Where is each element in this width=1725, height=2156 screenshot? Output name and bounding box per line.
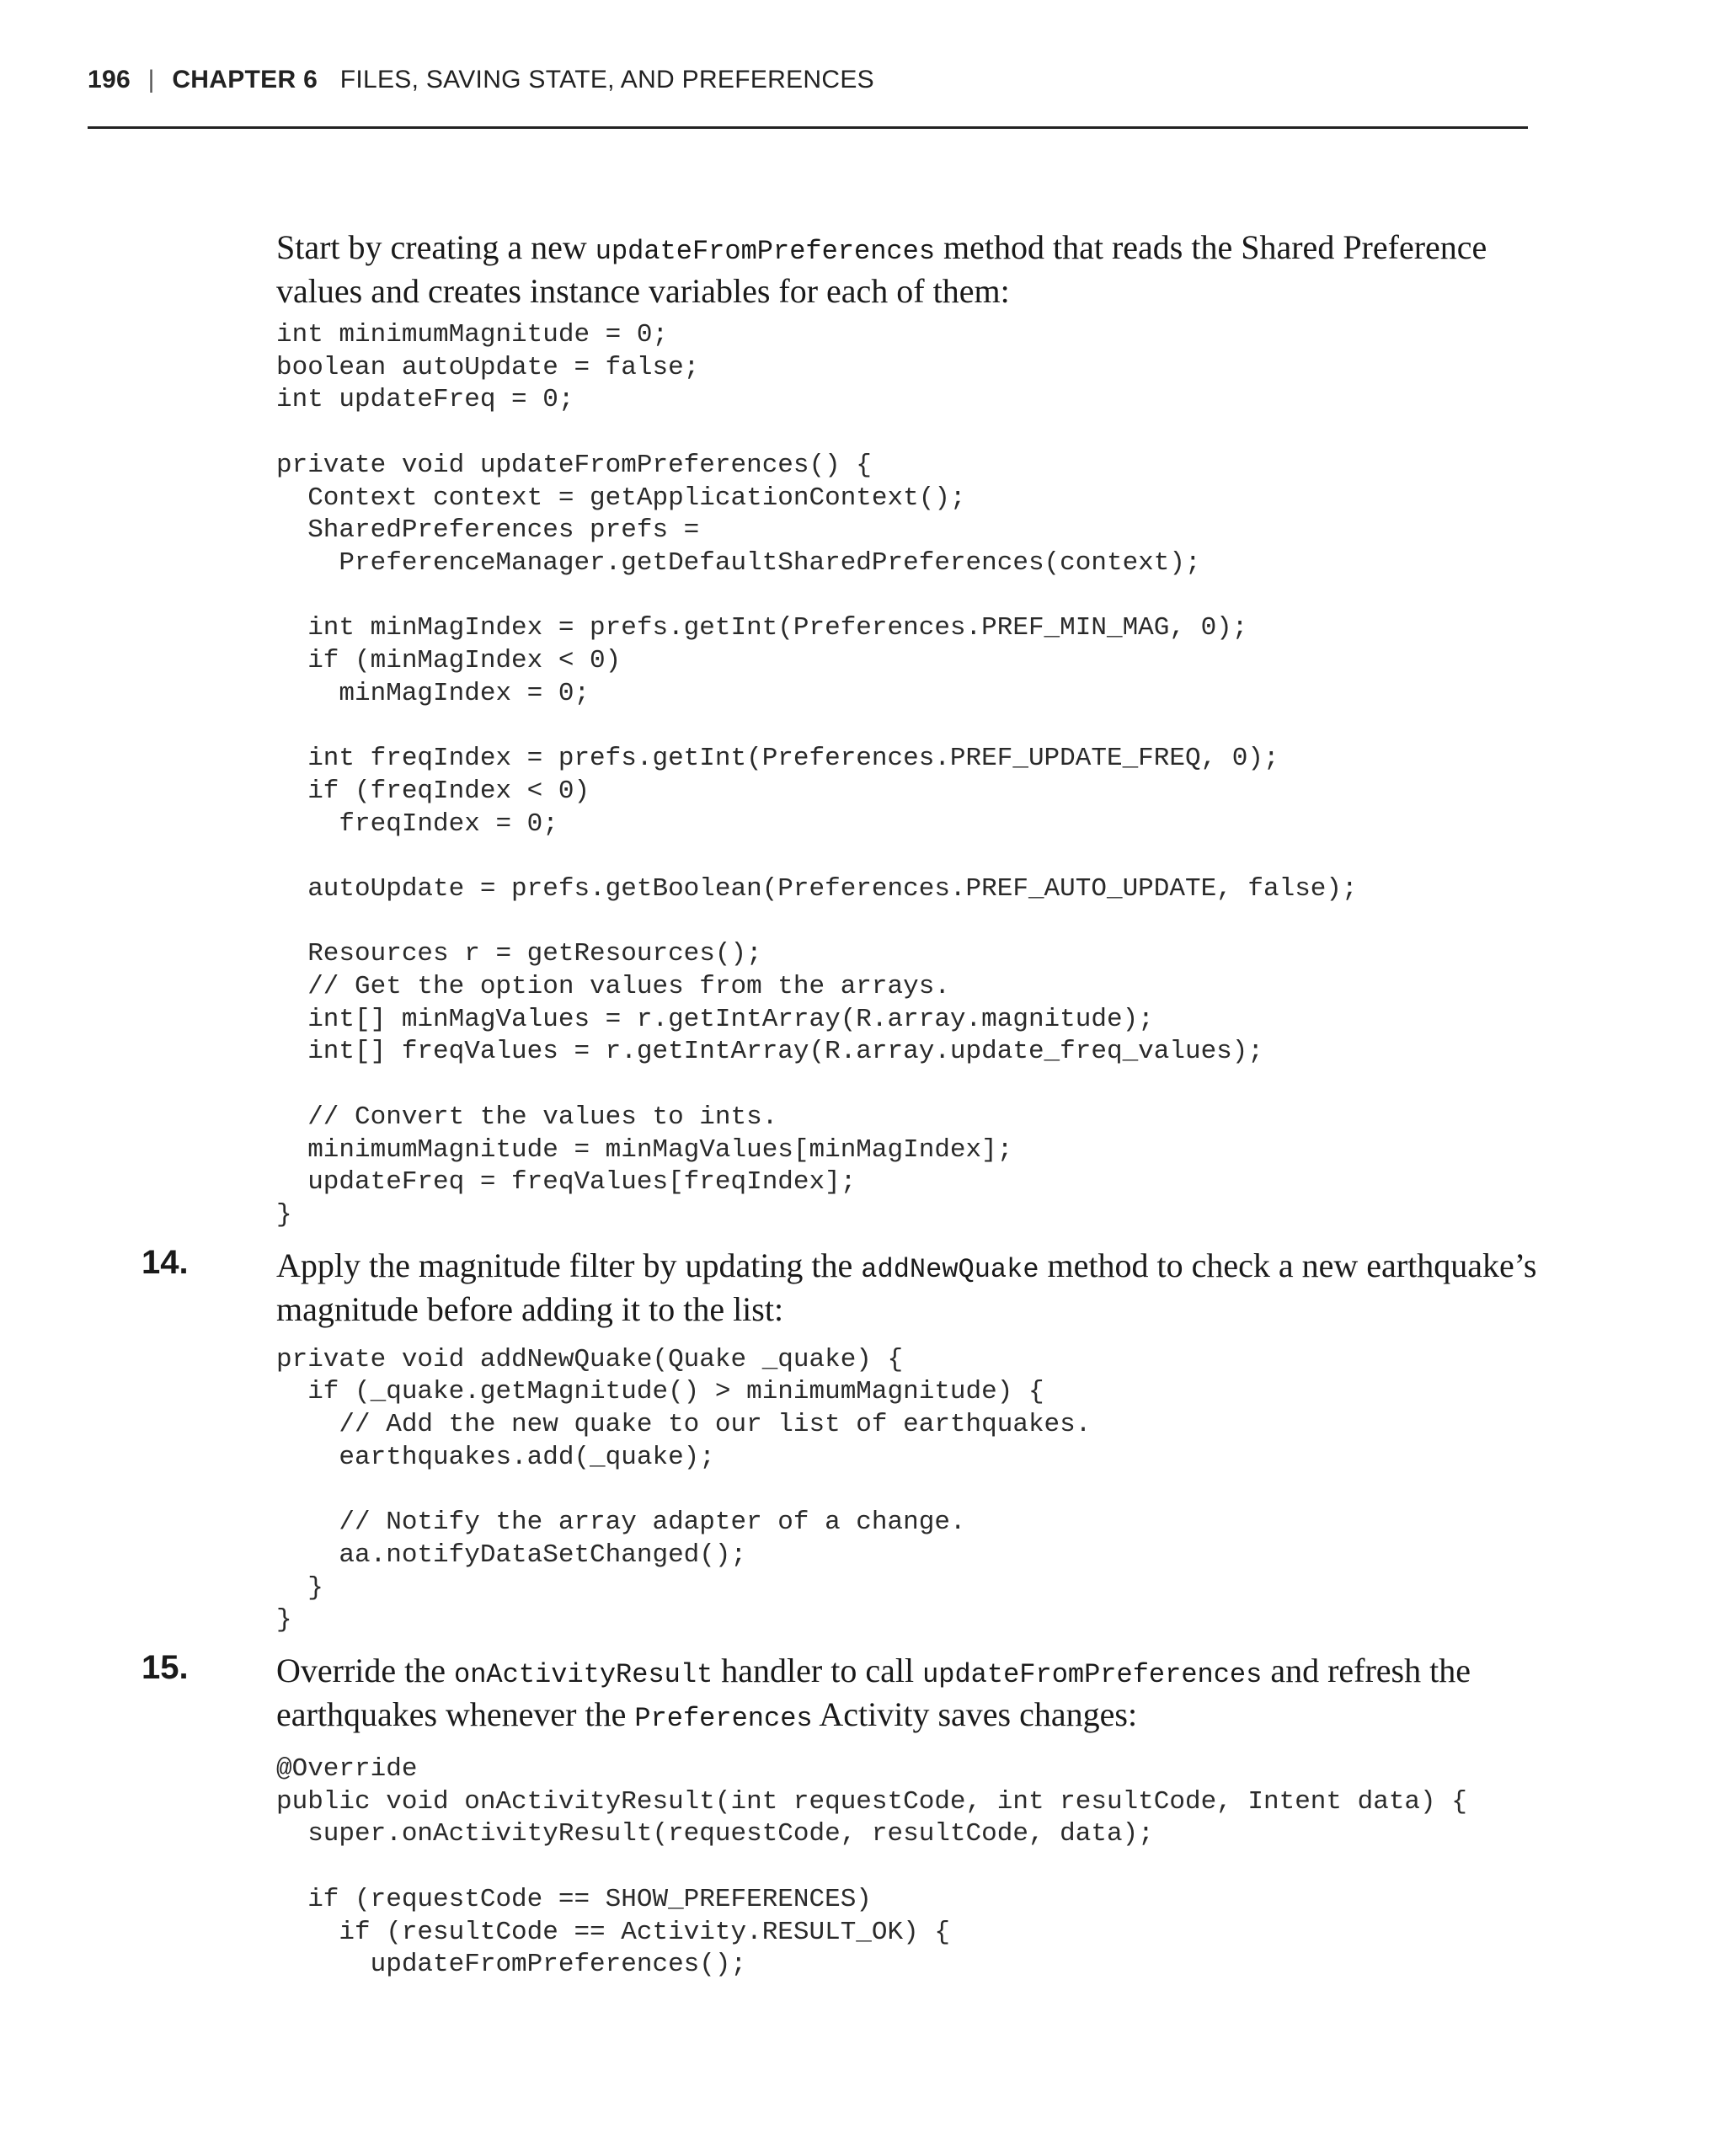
page-body (142, 227, 1557, 1982)
step-15-text-2: handler to call (713, 1652, 923, 1690)
page-number: 196 (88, 66, 131, 93)
step-15-inline-code-1: onActivityResult (454, 1659, 713, 1691)
step-14-inline-code: addNewQuake (861, 1253, 1039, 1285)
code-listing-add-new-quake: private void addNewQuake(Quake _quake) { if (_quake.getMagnitude() > minimumMagnitude) { // Add the new quake to our list of earthquakes. earthquakes.add(_quake); // Notify the array adapter of a change. aa.notifyDataSetChanged(); } } (276, 1344, 1092, 1636)
intro-paragraph (276, 227, 1557, 311)
step-15 (142, 1649, 1557, 1738)
step-14-paragraph (276, 1246, 1557, 1329)
step-number: 14. (142, 1243, 189, 1281)
step-15-paragraph (276, 1651, 1557, 1738)
step-15-inline-code-2: updateFromPreferences (922, 1659, 1263, 1691)
step-14-text-1: Apply the magnitude filter by updating the (276, 1246, 862, 1284)
step-15-text-4: Activity saves changes: (812, 1695, 1138, 1734)
intro-text-2: method that reads the Shared Preference values and creates instance variables for each of them: (276, 228, 1487, 310)
intro-text-1: Start by creating a new (276, 228, 595, 266)
header-rule (88, 126, 1528, 129)
code-listing-update-from-preferences: int minimumMagnitude = 0; boolean autoUpdate = false; int updateFreq = 0; private void updateFromPreferences() { Context context = getApplicationContext(); SharedPreferences prefs = PreferenceManager.getDefaultSharedPreferences(context); int minMagIndex = prefs.getInt(Preferences.PREF_MIN_MAG, 0); if (minMagIndex < 0) minMagIndex = 0; int freqIndex = prefs.getInt(Preferences.PREF_UPDATE_FREQ, 0); if (freqIndex < 0) freqIndex = 0; autoUpdate = prefs.getBoolean(Preferences.PREF_AUTO_UPDATE, false); Resources r = getResources(); // Get the option values from the arrays. int[] minMagValues = r.getIntArray(R.array.magnitude); int[] freqValues = r.getIntArray(R.array.update_freq_values); // Convert the values to ints. minimumMagnitude = minMagValues[minMagIndex]; updateFreq = freqValues[freqIndex]; } (276, 320, 1358, 1230)
step-15-text-1: Override the (276, 1652, 455, 1690)
step-15-text-3: and refresh the earthquakes whenever the (276, 1652, 1471, 1734)
code-listing-on-activity-result: @Override public void onActivityResult(int requestCode, int resultCode, Intent data) { super.onActivityResult(requestCode, resultCode, data); if (requestCode == SHOW_PREFERENCES) if (resultCode == Activity.RESULT_OK) { updateFromPreferences(); (276, 1754, 1467, 1980)
step-14-text-2: method to check a new earthquake’s magnitude before adding it to the list: (276, 1246, 1537, 1328)
intro-inline-code: updateFromPreferences (595, 236, 936, 267)
running-header (88, 66, 874, 94)
header-separator: | (147, 66, 155, 93)
step-15-inline-code-3: Preferences (634, 1703, 813, 1735)
chapter-title: FILES, SAVING STATE, AND PREFERENCES (339, 66, 874, 93)
step-number: 15. (142, 1649, 189, 1687)
step-14 (142, 1243, 1557, 1329)
chapter-label: CHAPTER 6 (172, 66, 318, 93)
